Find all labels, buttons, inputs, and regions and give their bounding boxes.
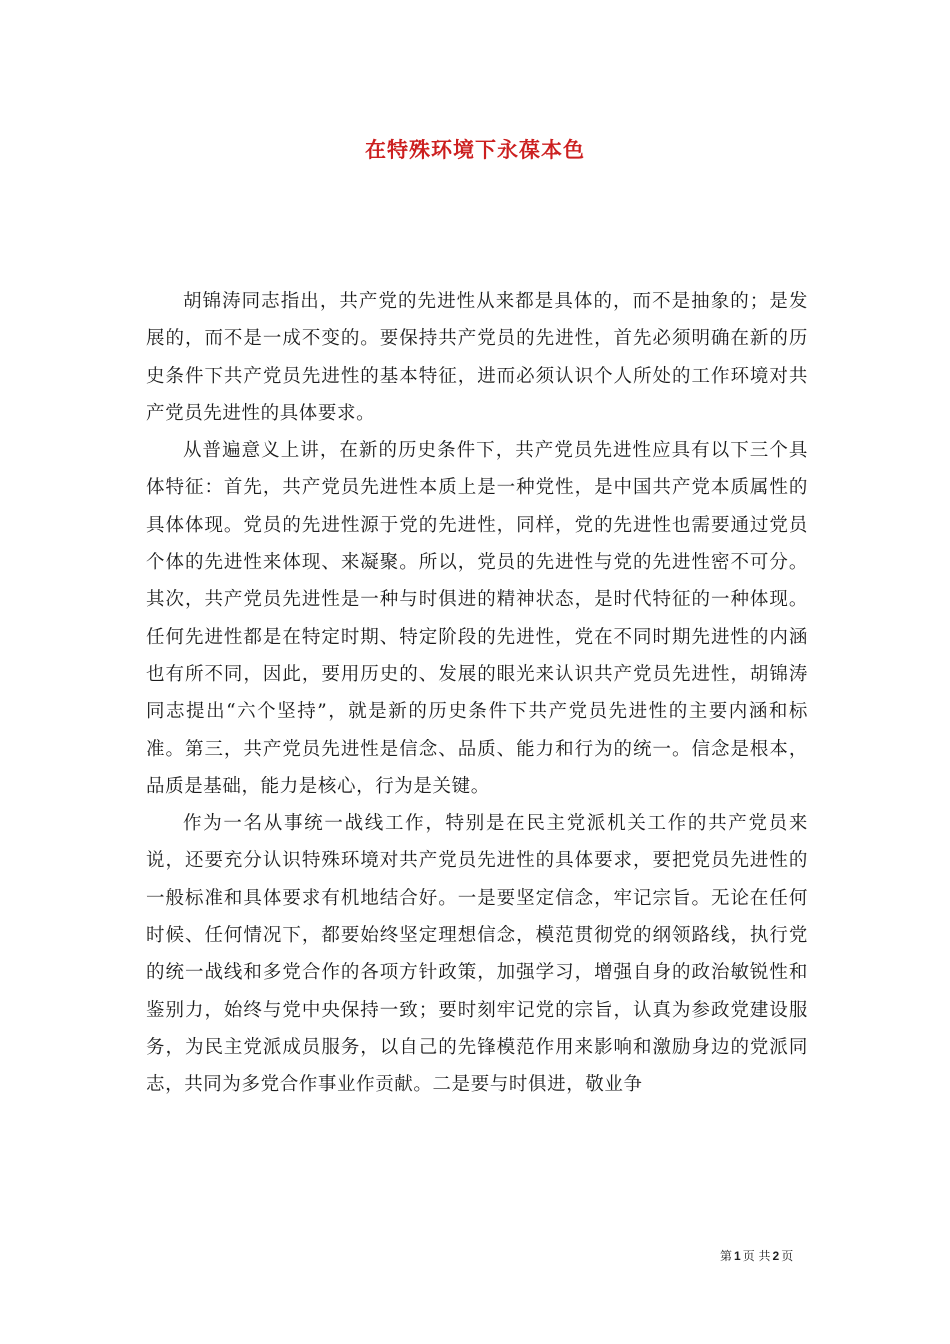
document-body bbox=[146, 283, 808, 1104]
page-footer bbox=[720, 1247, 793, 1264]
paragraph-3: 作为一名从事统一战线工作，特别是在民主党派机关工作的共产党员来说，还要充分认识特殊环境对共产党员先进性的具体要求，要把党员先进性的一般标准和具体要求有机地结合好。一是要坚定信念，牢记宗旨。无论在任何时候、任何情况下，都要始终坚定理想信念，模范贯彻党的纲领路线，执行党的统一战线和多党合作的各项方针政策，加强学习，增强自身的政治敏锐性和鉴别力，始终与党中央保持一致；要时刻牢记党的宗旨，认真为参政党建设服务，为民主党派成员服务，以自己的先锋模范作用来影响和激励身边的党派同志，共同为多党合作事业作贡献。二是要与时俱进，敬业争 bbox=[146, 813, 808, 1096]
document-title: 在特殊环境下永葆本色 bbox=[365, 137, 585, 162]
footer-suffix: 页 bbox=[781, 1249, 794, 1263]
paragraph-1: 胡锦涛同志指出，共产党的先进性从来都是具体的，而不是抽象的；是发展的，而不是一成不变的。要保持共产党员的先进性，首先必须明确在新的历史条件下共产党员先进性的基本特征，进而必须认识个人所处的工作环境对共产党员先进性的具体要求。 bbox=[146, 291, 808, 424]
footer-current-page: 1 bbox=[734, 1249, 741, 1263]
paragraph-2: 从普遍意义上讲，在新的历史条件下，共产党员先进性应具有以下三个具体特征：首先，共产党员先进性本质上是一种党性，是中国共产党本质属性的具体体现。党员的先进性源于党的先进性，同样，党的先进性也需要通过党员个体的先进性来体现、来凝聚。所以，党员的先进性与党的先进性密不可分。其次，共产党员先进性是一种与时俱进的精神状态，是时代特征的一种体现。任何先进性都是在特定时期、特定阶段的先进性，党在不同时期先进性的内涵也有所不同，因此，要用历史的、发展的眼光来认识共产党员先进性，胡锦涛同志提出“六个坚持”，就是新的历史条件下共产党员先进性的主要内涵和标准。第三，共产党员先进性是信念、品质、能力和行为的统一。信念是根本，品质是基础，能力是核心，行为是关键。 bbox=[146, 440, 808, 797]
footer-total-pages: 2 bbox=[772, 1249, 780, 1263]
footer-middle: 页 共 bbox=[742, 1249, 771, 1263]
footer-prefix: 第 bbox=[720, 1249, 733, 1263]
